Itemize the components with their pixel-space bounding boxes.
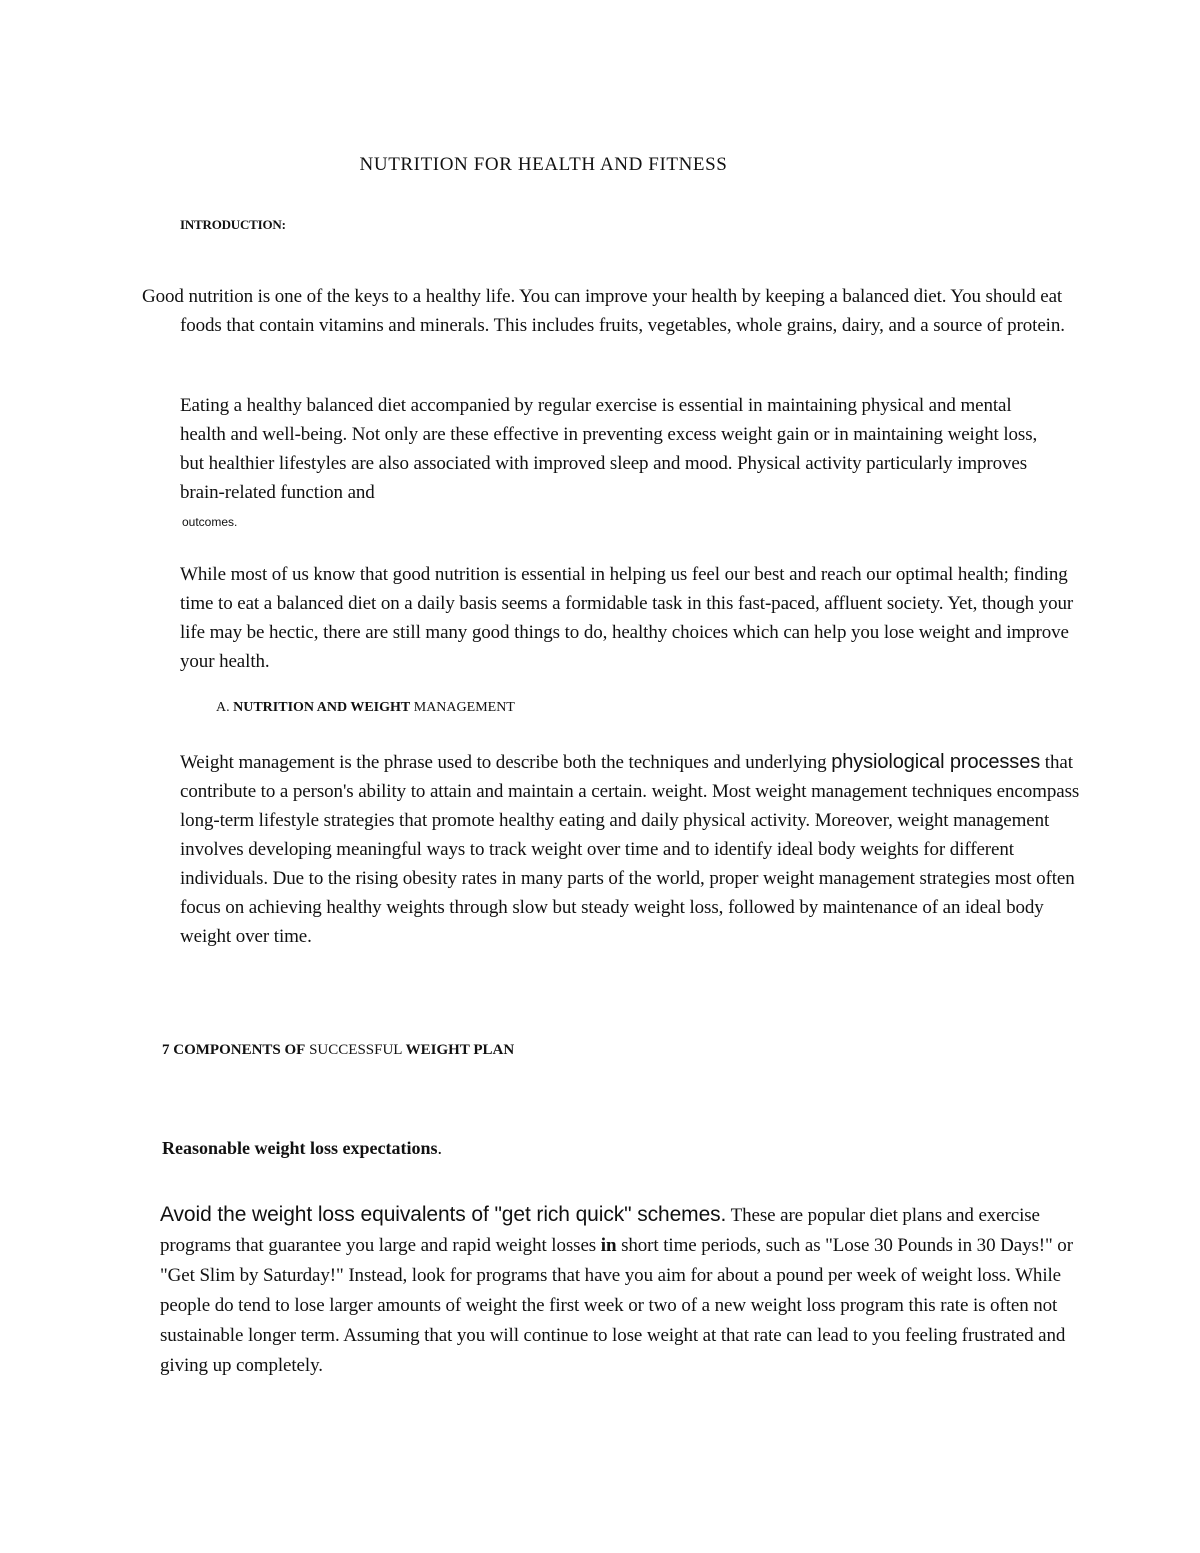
paragraph-weight-management bbox=[180, 748, 1080, 951]
paragraph-healthy-diet-tail: outcomes. bbox=[182, 515, 238, 529]
paragraph-weight-management-emphasis: physiological processes bbox=[831, 751, 1041, 773]
section-heading-bold: NUTRITION AND WEIGHT bbox=[233, 700, 411, 715]
paragraph-expectations-part-a: These are popular diet plans and exercise programs that guarantee you large and rapid weight losses bbox=[160, 1205, 1040, 1256]
section-heading-components-bold2: WEIGHT PLAN bbox=[405, 1042, 515, 1058]
introduction-label: INTRODUCTION: bbox=[180, 217, 286, 232]
paragraph-healthy-diet: Eating a healthy balanced diet accompanied by regular exercise is essential in maintaining physical and mental health and well-being. Not only are these effective in preventing excess weight gain or in maintaining weight loss, but healthier lifestyles are also associated with improved sleep and mood. Physical activity particularly improves brain-related function and bbox=[180, 395, 1038, 503]
section-heading-components-normal: SUCCESSFUL bbox=[309, 1042, 402, 1058]
subheading-punct: . bbox=[437, 1138, 442, 1158]
section-heading-rest: MANAGEMENT bbox=[413, 700, 515, 715]
paragraph-expectations-part-b: short time periods, such as "Lose 30 Pounds in 30 Days!" or "Get Slim by Saturday!" Instead, look for programs that have you aim for about a pound per week of weight loss. While people do tend to lose larger amounts of weight the first week or two of a new weight loss program this rate is often not sustainable longer term. Assuming that you will continue to lose weight at that rate can lead to you feeling frustrated and giving up completely. bbox=[160, 1235, 1073, 1376]
paragraph-weight-management-rest: that contribute to a person's ability to attain and maintain a certain. weight. Most weight management techniques encompass long-term lifestyle strategies that promote healthy eating and daily physical activity. Moreover, weight management involves developing meaningful ways to track weight over time and to identify ideal body weights for different individuals. Due to the rising obesity rates in many parts of the world, proper weight management strategies most often focus on achieving healthy weights through slow but steady weight loss, followed by maintenance of an ideal body weight over time. bbox=[180, 752, 1080, 947]
subheading-text: Reasonable weight loss expectations bbox=[162, 1138, 438, 1158]
paragraph-expectations-lead: Avoid the weight loss equivalents of "get rich quick" schemes. bbox=[160, 1203, 727, 1226]
subheading-reasonable-expectations bbox=[162, 1138, 442, 1159]
section-heading-prefix: A. bbox=[216, 700, 230, 715]
paragraph-expectations-in: in bbox=[600, 1235, 617, 1256]
paragraph-intro: Good nutrition is one of the keys to a healthy life. You can improve your health by keeping a balanced diet. You should eat foods that contain vitamins and minerals. This includes fruits, vegetables, whole grains, dairy, and a source of protein. bbox=[142, 286, 1065, 336]
paragraph-good-nutrition: While most of us know that good nutrition is essential in helping us feel our best and reach our optimal health; finding time to eat a balanced diet on a daily basis seems a formidable task in this fast-paced, affluent society. Yet, though your life may be hectic, there are still many good things to do, healthy choices which can help you lose weight and improve your health. bbox=[180, 564, 1074, 672]
section-heading-components-bold1: 7 COMPONENTS OF bbox=[162, 1042, 306, 1058]
document-title: NUTRITION FOR HEALTH AND FITNESS bbox=[359, 154, 728, 175]
section-heading-nutrition-weight bbox=[216, 700, 515, 716]
paragraph-weight-loss-expectations bbox=[160, 1200, 1090, 1381]
paragraph-weight-management-start: Weight management is the phrase used to describe both the techniques and underlying bbox=[180, 752, 827, 773]
section-heading-components bbox=[162, 1042, 514, 1059]
